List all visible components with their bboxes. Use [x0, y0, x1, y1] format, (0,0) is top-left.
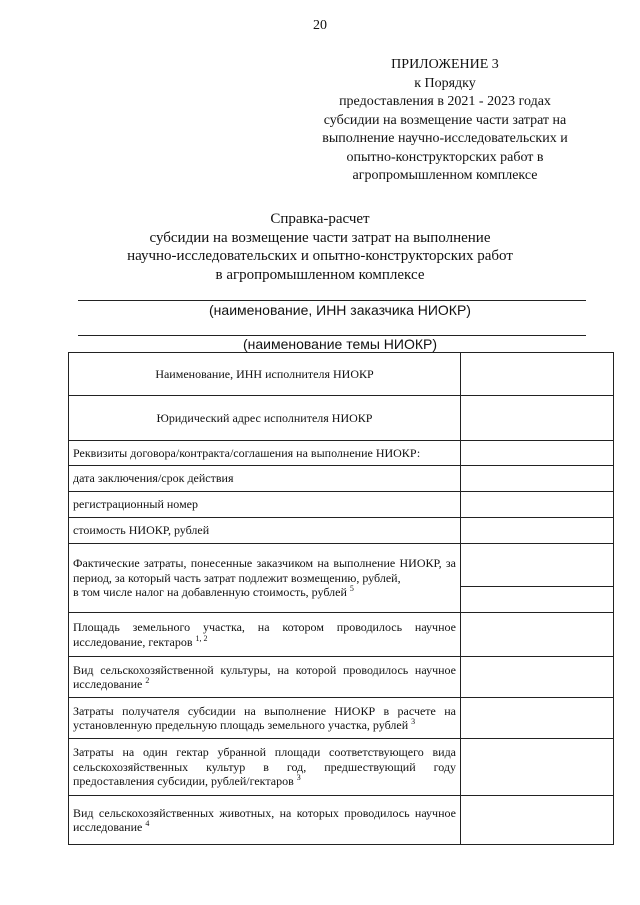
cost-value[interactable] [461, 518, 614, 544]
vat-footnote-mark: 5 [349, 584, 354, 594]
per-hectare-costs-text: Затраты на один гектар убранной площади соответствующего вида сельскохозяйственных культур в год, предшествующий году предоставления субсидии, рублей/гектаров [73, 745, 456, 789]
table-row [69, 796, 614, 845]
table-row [69, 466, 614, 492]
table-row [69, 657, 614, 698]
registration-number-value[interactable] [461, 492, 614, 518]
customer-caption: (наименование, ИНН заказчика НИОКР) [209, 302, 471, 318]
land-area-footnote-mark: 1, 2 [195, 633, 208, 643]
recipient-costs-footnote-mark: 3 [411, 717, 416, 726]
table-row [69, 441, 614, 466]
appendix-line: предоставления в 2021 - 2023 годах [339, 94, 551, 109]
crop-type-text: Вид сельскохозяйственной культуры, на которой проводилось научное исследование [73, 662, 456, 691]
appendix-line: опытно-конструкторских работ в [346, 149, 544, 165]
crop-type-footnote-mark: 2 [145, 676, 150, 685]
executor-name-label: Наименование, ИНН исполнителя НИОКР [69, 353, 461, 396]
appendix-header [300, 56, 590, 186]
document-title [60, 210, 580, 284]
document-title-line: в агропромышленном комплексе [215, 266, 425, 283]
table-row [69, 353, 614, 396]
contract-date-label: дата заключения/срок действия [69, 466, 461, 492]
land-area-value[interactable] [461, 613, 614, 657]
per-hectare-costs-label [69, 739, 461, 796]
calculation-table [68, 352, 614, 845]
document-title-line: научно-исследовательских и опытно-конструкторских работ [127, 248, 513, 264]
executor-name-value[interactable] [461, 353, 614, 396]
animal-type-footnote-mark: 4 [145, 819, 150, 828]
executor-address-value[interactable] [461, 396, 614, 441]
table-row [69, 739, 614, 796]
animal-type-label [69, 796, 461, 845]
appendix-line: к Порядку [414, 75, 476, 91]
table-row [69, 544, 614, 587]
animal-type-text: Вид сельскохозяйственных животных, на которых проводилось научное исследование [73, 805, 456, 834]
executor-address-label: Юридический адрес исполнителя НИОКР [69, 396, 461, 441]
contract-date-value[interactable] [461, 466, 614, 492]
document-title-line: субсидии на возмещение части затрат на выполнение [149, 229, 491, 246]
contract-details-label: Реквизиты договора/контракта/соглашения на выполнение НИОКР: [69, 441, 461, 466]
cost-label: стоимость НИОКР, рублей [69, 518, 461, 544]
registration-number-label: регистрационный номер [69, 492, 461, 518]
contract-details-value[interactable] [461, 441, 614, 466]
vat-value[interactable] [461, 587, 614, 613]
appendix-title: ПРИЛОЖЕНИЕ 3 [391, 57, 499, 72]
vat-included-text: в том числе налог на добавленную стоимость, рублей [73, 585, 347, 600]
document-title-line: Справка-расчет [270, 211, 370, 227]
per-hectare-costs-value[interactable] [461, 739, 614, 796]
table-row [69, 492, 614, 518]
actual-costs-label [69, 544, 461, 613]
crop-type-label [69, 657, 461, 698]
page-number: 20 [313, 18, 327, 33]
appendix-line: выполнение научно-исследовательских и [322, 131, 568, 146]
land-area-label [69, 613, 461, 657]
table-row [69, 613, 614, 657]
actual-costs-value[interactable] [461, 544, 614, 587]
appendix-line: агропромышленном комплексе [352, 168, 538, 183]
table-row [69, 396, 614, 441]
appendix-line: субсидии на возмещение части затрат на [323, 112, 567, 128]
per-hectare-footnote-mark: 3 [296, 773, 301, 783]
crop-type-value[interactable] [461, 657, 614, 698]
land-area-text: Площадь земельного участка, на котором проводилось научное исследование, гектаров [73, 620, 456, 649]
customer-blank-line [78, 300, 586, 301]
recipient-costs-value[interactable] [461, 698, 614, 739]
actual-costs-text: Фактические затраты, понесенные заказчиком на выполнение НИОКР, за период, за который часть затрат подлежит возмещению, рублей, [73, 556, 456, 585]
animal-type-value[interactable] [461, 796, 614, 845]
recipient-costs-text: Затраты получателя субсидии на выполнение НИОКР в расчете на установленную предельную площадь земельного участка, рублей [73, 703, 456, 732]
topic-caption: (наименование темы НИОКР) [242, 336, 438, 352]
table-row [69, 518, 614, 544]
recipient-costs-label [69, 698, 461, 739]
table-row [69, 698, 614, 739]
